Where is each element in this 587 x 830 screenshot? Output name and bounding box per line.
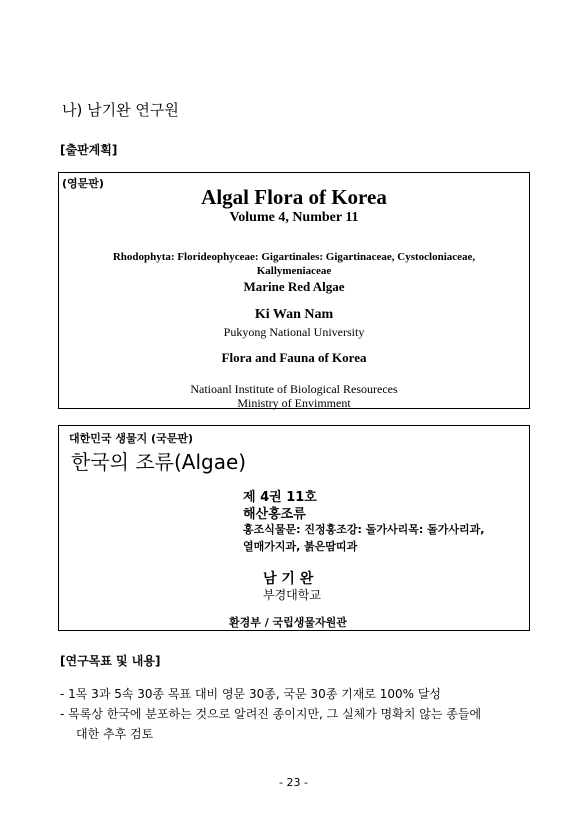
english-title: Algal Flora of Korea	[201, 185, 387, 209]
english-edition-tag: (영문판)	[62, 177, 104, 190]
publication-plan-label: [출판계획]	[60, 143, 118, 157]
korean-affiliation: 부경대학교	[263, 588, 321, 602]
section-heading: 나) 남기완 연구원	[62, 101, 179, 119]
list-item: 대한 추후 검토	[76, 727, 154, 741]
research-goals-list	[60, 686, 481, 746]
korean-taxonomy-line2: 열매가지과, 붉은땀띠과	[243, 540, 358, 553]
english-affiliation: Pukyong National University	[223, 325, 365, 339]
korean-edition-tag: 대한민국 생물지 (국문판)	[69, 432, 193, 445]
english-volume: Volume 4, Number 11	[229, 210, 359, 225]
page-number: - 23 -	[279, 776, 308, 789]
english-subtitle: Marine Red Algae	[243, 279, 345, 294]
english-series: Flora and Fauna of Korea	[221, 350, 367, 365]
korean-taxonomy-line1: 홍조식물문: 진정홍조강: 돌가사리목: 돌가사리과,	[243, 523, 485, 536]
korean-author: 남 기 완	[263, 571, 314, 587]
korean-volume: 제 4권 11호	[243, 490, 317, 505]
korean-title: 한국의 조류(Algae)	[71, 450, 247, 474]
korean-edition-box	[58, 425, 530, 631]
english-publisher-line2: Ministry of Envimment	[237, 396, 351, 410]
list-item: - 1목 3과 5속 30종 목표 대비 영문 30종, 국문 30종 기재로 100% 달성	[60, 687, 442, 701]
english-taxonomy-line1: Rhodophyta: Florideophyceae: Gigartinales: Gigartinaceae, Cystocloniaceae,	[112, 251, 476, 263]
english-publisher-line1: Natioanl Institute of Biological Resoureces	[190, 382, 398, 396]
list-item: - 목록상 한국에 분포하는 것으로 알려진 종이지만, 그 실체가 명확치 않는 종들에	[60, 707, 482, 721]
english-taxonomy-line2: Kallymeniaceae	[256, 265, 332, 277]
english-edition-box	[58, 172, 530, 409]
korean-publisher: 환경부 / 국립생물자원관	[229, 616, 347, 629]
english-author: Ki Wan Nam	[254, 307, 334, 322]
korean-subtitle: 해산홍조류	[243, 507, 306, 522]
research-goals-label: [연구목표 및 내용]	[60, 654, 161, 668]
